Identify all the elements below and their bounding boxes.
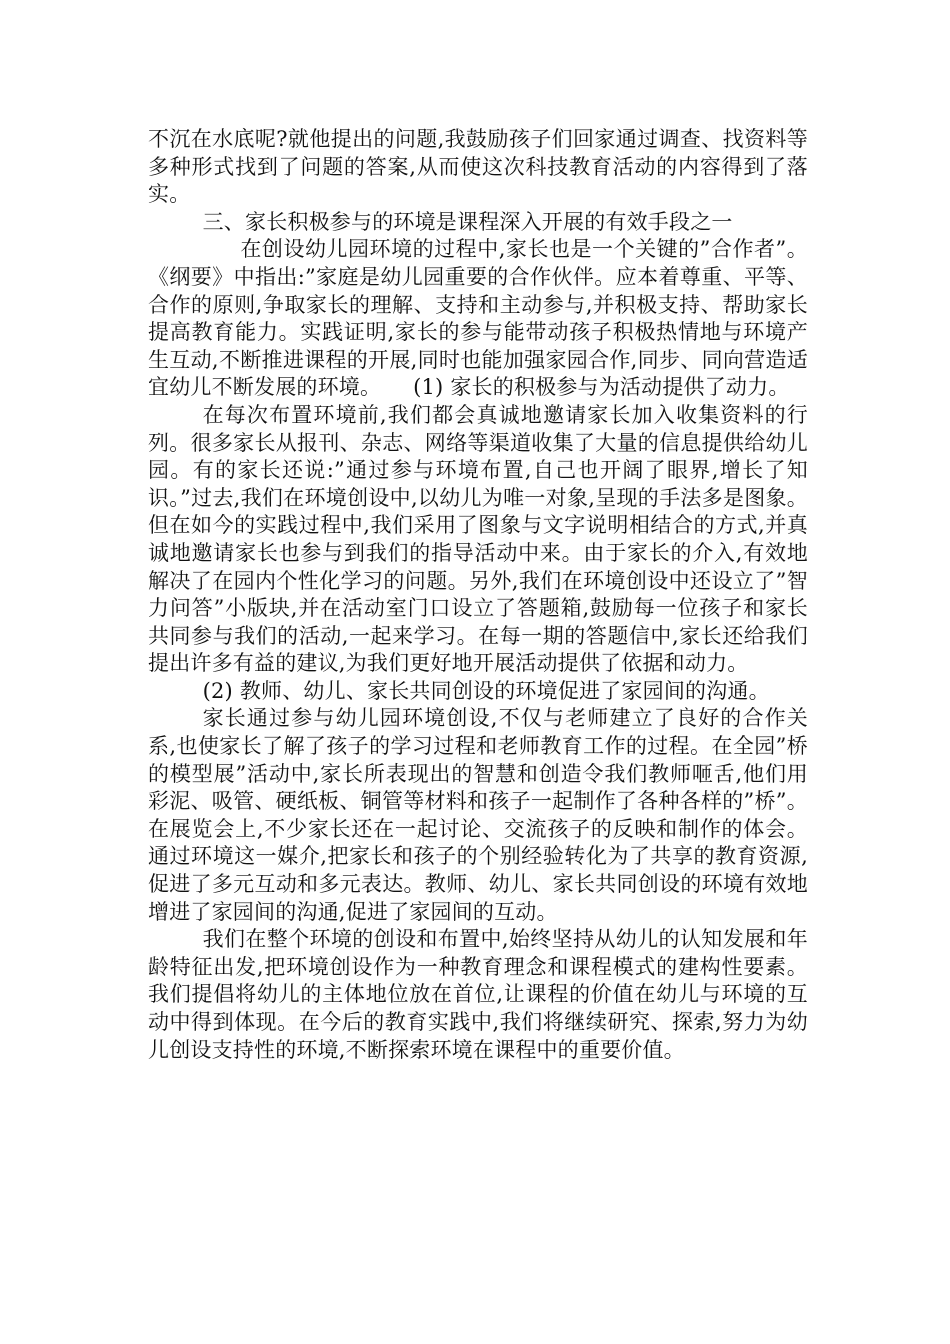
- paragraph-continuation: 不沉在水底呢?就他提出的问题,我鼓励孩子们回家通过调查、找资料等多种形式找到了问题的答案,从而使这次科技教育活动的内容得到了落实。: [148, 127, 808, 207]
- section-heading: 三、家长积极参与的环境是课程深入开展的有效手段之一: [202, 209, 733, 234]
- paragraph-parents-partners: 在创设幼儿园环境的过程中,家长也是一个关键的”合作者”。《纲要》中指出:”家庭是幼儿园重要的合作伙伴。应本着尊重、平等、合作的原则,争取家长的理解、支持和主动参与,并积极支持、帮助家长提高教育能力。实践证明,家长的参与能带动孩子积极热情地与环境产生互动,不断推进课程的开展,同时也能加强家园合作,同步、同向营造适宜幼儿不断发展的环境。 (1) 家长的积极参与为活动提供了动力。: [148, 237, 808, 400]
- paragraph-bridge-exhibition: 家长通过参与幼儿园环境创设,不仅与老师建立了良好的合作关系,也使家长了解了孩子的学习过程和老师教育工作的过程。在全园”桥的模型展”活动中,家长所表现出的智慧和创造令我们教师咂舌,他们用彩泥、吸管、硬纸板、铜管等材料和孩子一起制作了各种各样的”桥”。在展览会上,不少家长还在一起讨论、交流孩子的反映和制作的体会。通过环境这一媒介,把家长和孩子的个别经验转化为了共享的教育资源,促进了多元互动和多元表达。教师、幼儿、家长共同创设的环境有效地增进了家园间的沟通,促进了家园间的互动。: [148, 706, 808, 924]
- paragraph-collect-materials: 在每次布置环境前,我们都会真诚地邀请家长加入收集资料的行列。很多家长从报刊、杂志、网络等渠道收集了大量的信息提供给幼儿园。有的家长还说:”通过参与环境布置,自己也开阔了眼界,增长了知识。”过去,我们在环境创设中,以幼儿为唯一对象,呈现的手法多是图象。但在如今的实践过程中,我们采用了图象与文字说明相结合的方式,并真诚地邀请家长也参与到我们的指导活动中来。由于家长的介入,有效地解决了在园内个性化学习的问题。另外,我们在环境创设中还设立了”智力问答”小版块,并在活动室门口设立了答题箱,鼓励每一位孩子和家长共同参与我们的活动,一起来学习。在每一期的答题信中,家长还给我们提出许多有益的建议,为我们更好地开展活动提供了依据和动力。: [148, 402, 808, 676]
- paragraph-conclusion: 我们在整个环境的创设和布置中,始终坚持从幼儿的认知发展和年龄特征出发,把环境创设作为一种教育理念和课程模式的建构性要素。我们提倡将幼儿的主体地位放在首位,让课程的价值在幼儿与环境的互动中得到体现。在今后的教育实践中,我们将继续研究、探索,努力为幼儿创设支持性的环境,不断探索环境在课程中的重要价值。: [148, 927, 808, 1062]
- document-page: [148, 126, 808, 1064]
- subheading-communication: (2) 教师、幼儿、家长共同创设的环境促进了家园间的沟通。: [202, 678, 770, 703]
